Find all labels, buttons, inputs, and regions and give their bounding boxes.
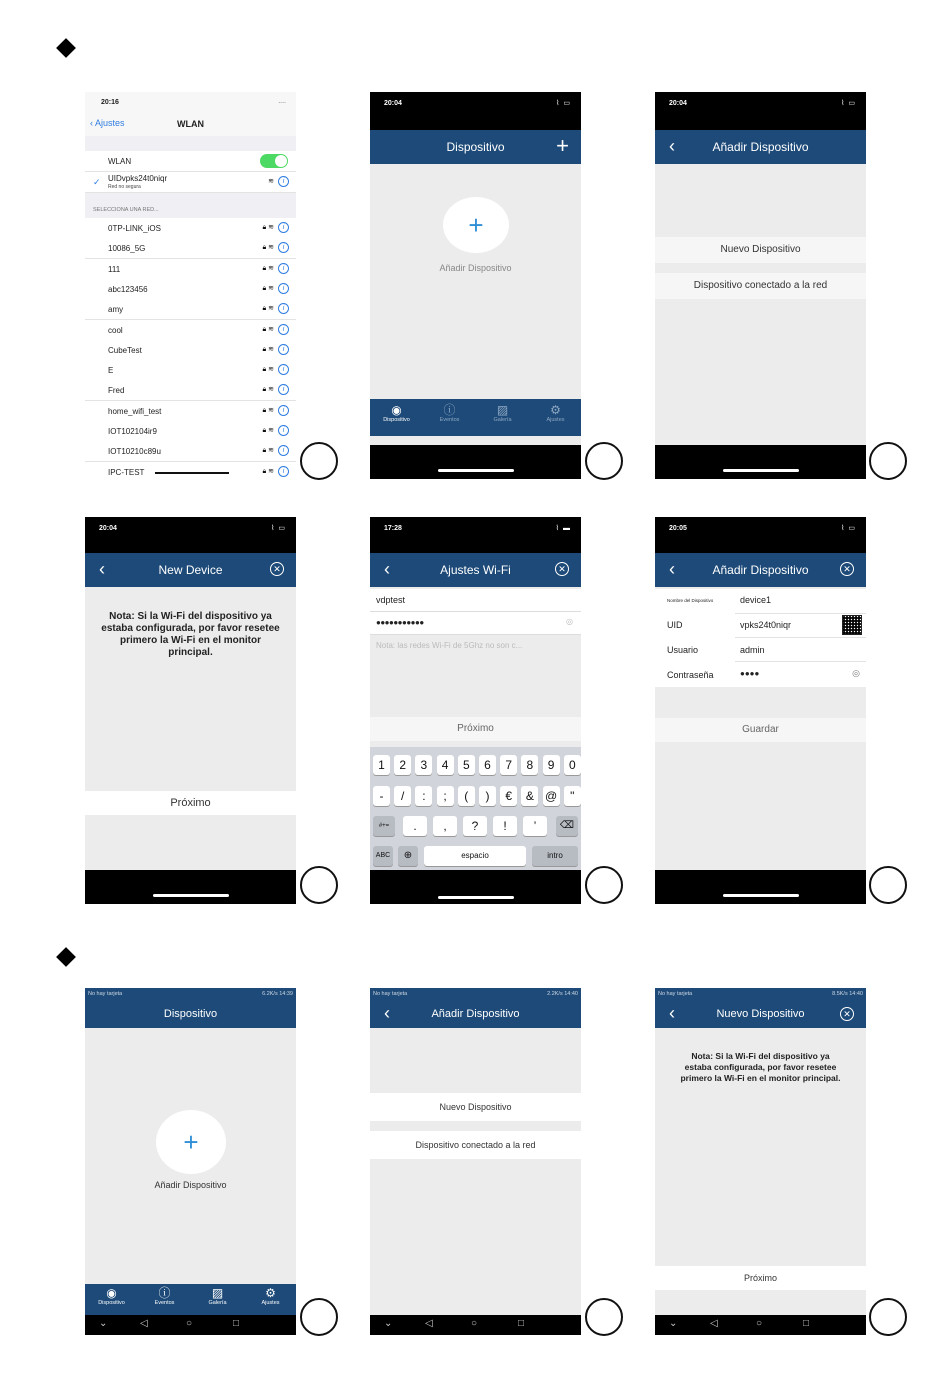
- network-name: 111: [108, 264, 121, 274]
- info-icon[interactable]: i: [278, 263, 289, 274]
- back-button[interactable]: ‹: [384, 559, 390, 579]
- status-bar: [370, 517, 581, 541]
- tab-label: Dispositivo: [98, 1300, 125, 1306]
- info-icon[interactable]: i: [278, 364, 289, 375]
- ssid-field[interactable]: [370, 589, 581, 612]
- info-icon[interactable]: i: [278, 344, 289, 355]
- tab-galeria[interactable]: [195, 1286, 240, 1306]
- back-button[interactable]: ‹: [669, 136, 675, 156]
- close-icon[interactable]: ✕: [270, 562, 284, 576]
- key[interactable]: 1: [373, 755, 390, 775]
- reset-note: Nota: Si la Wi-Fi del dispositivo ya estaba configurada, por favor resetee primero la Wi-Fi en el monitor principal.: [680, 1051, 841, 1083]
- screen-android-add-device: [370, 988, 581, 1335]
- toggle-knob: [275, 155, 287, 167]
- home-circle-icon[interactable]: ○: [471, 1318, 478, 1329]
- network-name: E: [108, 366, 114, 376]
- connected-ssid: UIDvpks24t0niqr: [108, 174, 168, 183]
- network-row[interactable]: [85, 360, 296, 381]
- lock-wifi-icons: 🔒︎ ≋ i: [262, 242, 289, 253]
- gear-icon: ⚙: [550, 403, 561, 417]
- page-title: New Device: [158, 563, 223, 577]
- status-carrier: No hay tarjeta: [373, 991, 408, 997]
- nav-bar: [85, 553, 296, 587]
- tab-dispositivo[interactable]: [89, 1286, 134, 1306]
- add-device-button[interactable]: [156, 1110, 226, 1174]
- lock-wifi-icons: 🔒︎ ≋ i: [262, 384, 289, 395]
- info-icon[interactable]: i: [278, 303, 289, 314]
- symbols-key[interactable]: #+=: [373, 816, 395, 836]
- key[interactable]: ): [479, 786, 496, 806]
- section-header: SELECCIONA UNA RED...: [93, 207, 159, 213]
- recents-square-icon[interactable]: □: [233, 1318, 240, 1329]
- name-field[interactable]: device1: [740, 595, 772, 605]
- lock-wifi-icons: 🔒︎ ≋ i: [262, 283, 289, 294]
- qr-scan-icon[interactable]: [842, 615, 862, 635]
- 5ghz-hint: Nota: las redes Wi-Fi de 5Ghz no son c...: [376, 641, 523, 650]
- step-circle: [300, 442, 338, 480]
- page-title: Dispositivo: [163, 1008, 218, 1020]
- back-button[interactable]: ‹: [669, 559, 675, 579]
- close-icon[interactable]: ✕: [555, 562, 569, 576]
- key[interactable]: 8: [521, 755, 538, 775]
- info-icon[interactable]: i: [278, 405, 289, 416]
- keyboard: [370, 747, 581, 870]
- screen-wifi-settings: [370, 517, 581, 904]
- page-title: WLAN: [177, 119, 204, 129]
- next-label: Próximo: [743, 1273, 777, 1283]
- wlan-toggle[interactable]: [260, 154, 288, 168]
- key[interactable]: 4: [437, 755, 454, 775]
- status-bar: [85, 988, 296, 1000]
- uid-field[interactable]: vpks24t0niqr: [740, 620, 792, 630]
- tab-galeria[interactable]: [480, 403, 525, 423]
- home-circle-icon[interactable]: ○: [186, 1318, 193, 1329]
- tab-eventos[interactable]: [427, 403, 472, 423]
- tab-label: Eventos: [154, 1300, 175, 1306]
- status-bar: [370, 988, 581, 1000]
- tab-label: Ajustes: [261, 1300, 280, 1306]
- page-title: Nuevo Dispositivo: [716, 1008, 805, 1020]
- lock-wifi-icons: 🔒︎ ≋ i: [262, 222, 289, 233]
- chevron-down-icon[interactable]: ⌄: [384, 1318, 393, 1329]
- screen-device-form: [655, 517, 866, 904]
- lock-wifi-icons: 🔒︎ ≋ i: [262, 466, 289, 477]
- network-name: CubeTest: [108, 345, 142, 355]
- status-time: 20:04: [384, 100, 402, 107]
- add-device-plus-button[interactable]: +: [556, 133, 569, 158]
- key[interactable]: 5: [458, 755, 475, 775]
- user-label: Usuario: [667, 645, 699, 655]
- key[interactable]: 6: [479, 755, 496, 775]
- status-time: 20:05: [669, 525, 687, 532]
- password-field[interactable]: ●●●●: [740, 669, 760, 678]
- camera-icon: ◉: [106, 1286, 117, 1300]
- nav-bar: [85, 1000, 296, 1028]
- android-nav-bar: [85, 1315, 296, 1335]
- gear-icon: ⚙: [265, 1286, 276, 1300]
- tab-label: Dispositivo: [383, 417, 410, 423]
- network-name: IPC-TEST: [108, 467, 145, 477]
- chevron-left-icon: ‹: [90, 118, 93, 128]
- back-label: Ajustes: [95, 118, 125, 128]
- close-icon[interactable]: ✕: [840, 1007, 854, 1021]
- screen-android-new-device-note: [655, 988, 866, 1335]
- user-field[interactable]: admin: [740, 645, 765, 655]
- info-icon[interactable]: i: [278, 425, 289, 436]
- network-name: 10086_5G: [108, 244, 146, 254]
- screen-new-device-note: [85, 517, 296, 904]
- battery-icon: ⌇ ▭: [556, 100, 571, 107]
- abc-key[interactable]: ABC: [373, 846, 393, 866]
- step-circle: [585, 442, 623, 480]
- chevron-down-icon[interactable]: ⌄: [669, 1318, 678, 1329]
- network-row[interactable]: [85, 401, 296, 422]
- network-row[interactable]: [85, 279, 296, 300]
- next-button[interactable]: [370, 717, 581, 741]
- back-button[interactable]: ‹: [669, 1003, 675, 1023]
- connected-note: Red no segura: [108, 184, 141, 190]
- status-time: 17:28: [384, 525, 402, 532]
- option-label: Nuevo Dispositivo: [720, 244, 801, 255]
- key[interactable]: ;: [437, 786, 454, 806]
- network-row[interactable]: [85, 299, 296, 320]
- connected-network-row[interactable]: [85, 172, 296, 193]
- screen-add-device: [655, 92, 866, 479]
- step-circle: [869, 1298, 907, 1336]
- info-icon[interactable]: i: [278, 324, 289, 335]
- eye-icon[interactable]: ◎: [852, 668, 860, 678]
- screen-wlan-settings: [85, 92, 296, 479]
- nav-bar: [370, 553, 581, 587]
- network-row[interactable]: [85, 320, 296, 341]
- lock-wifi-icons: 🔒︎ ≋ i: [262, 405, 289, 416]
- info-icon[interactable]: i: [278, 445, 289, 456]
- status-bar: [370, 92, 581, 116]
- lock-wifi-icons: 🔒︎ ≋ i: [262, 263, 289, 274]
- screen-device-list: [370, 92, 581, 479]
- network-name: cool: [108, 325, 123, 335]
- step-circle: [300, 866, 338, 904]
- tab-bar: [85, 1284, 296, 1315]
- key[interactable]: 0: [564, 755, 581, 775]
- gallery-icon: ▨: [211, 1286, 224, 1300]
- status-icons: ....: [278, 98, 286, 105]
- battery-icon: ⌇ ▭: [841, 525, 856, 532]
- status-carrier: No hay tarjeta: [658, 991, 693, 997]
- nav-bar: [655, 1000, 866, 1028]
- save-label: Guardar: [742, 724, 779, 735]
- add-device-button[interactable]: [443, 197, 509, 253]
- key[interactable]: ?: [463, 816, 487, 836]
- tab-label: Galería: [493, 417, 512, 423]
- scroll-indicator: [155, 472, 229, 474]
- globe-icon: ⊕: [403, 850, 413, 861]
- connected-device-option[interactable]: [655, 273, 866, 299]
- step-circle: [300, 1298, 338, 1336]
- plus-icon: +: [468, 210, 484, 240]
- home-indicator-bar: [655, 870, 866, 904]
- network-row[interactable]: [85, 218, 296, 239]
- globe-key[interactable]: [398, 846, 418, 866]
- battery-icon: ⌇ ▭: [841, 100, 856, 107]
- back-triangle-icon[interactable]: ◁: [140, 1318, 148, 1329]
- key[interactable]: @: [543, 786, 560, 806]
- uid-label: UID: [667, 620, 683, 630]
- space-key[interactable]: espacio: [424, 846, 526, 866]
- next-button[interactable]: [655, 1266, 866, 1290]
- network-name: abc123456: [108, 284, 148, 294]
- next-label: Próximo: [457, 723, 494, 734]
- status-bar: [655, 92, 866, 116]
- step-circle: [869, 442, 907, 480]
- delete-key[interactable]: [556, 816, 578, 836]
- key[interactable]: ’: [523, 816, 547, 836]
- close-icon[interactable]: ✕: [840, 562, 854, 576]
- nav-bar: [655, 553, 866, 587]
- eye-icon[interactable]: ◎: [566, 617, 573, 626]
- name-label: Nombre del Dispositivo: [667, 598, 714, 603]
- recents-square-icon[interactable]: □: [803, 1318, 810, 1329]
- key[interactable]: 9: [543, 755, 560, 775]
- reset-note: Nota: Si la Wi-Fi del dispositivo ya estaba configurada, por favor resetee primero la Wi-Fi en el monitor principal.: [101, 611, 280, 658]
- network-name: IOT10210c89u: [108, 447, 161, 457]
- recents-square-icon[interactable]: □: [518, 1318, 525, 1329]
- status-bar: [85, 517, 296, 541]
- status-time: 20:04: [99, 525, 117, 532]
- network-row[interactable]: [85, 380, 296, 401]
- status-time: 20:16: [101, 99, 119, 106]
- lock-wifi-icons: 🔒︎ ≋ i: [262, 344, 289, 355]
- tab-label: Galería: [208, 1300, 227, 1306]
- key[interactable]: ,: [433, 816, 457, 836]
- key[interactable]: .: [403, 816, 427, 836]
- section-diamond-ios: [56, 38, 76, 58]
- network-row[interactable]: [85, 238, 296, 259]
- lock-wifi-icons: 🔒︎ ≋ i: [262, 324, 289, 335]
- key[interactable]: €: [500, 786, 517, 806]
- network-name: 0TP-LINK_iOS: [108, 224, 161, 233]
- tab-label: Ajustes: [546, 417, 565, 423]
- wlan-label: WLAN: [108, 157, 132, 166]
- next-label: Próximo: [170, 797, 211, 809]
- info-icon[interactable]: i: [278, 466, 289, 477]
- home-indicator-bar: [85, 870, 296, 904]
- nav-bar: [370, 1000, 581, 1028]
- battery-icon: ⌇ ▬: [555, 525, 571, 532]
- chevron-down-icon[interactable]: ⌄: [99, 1318, 108, 1329]
- tab-eventos[interactable]: [142, 1286, 187, 1306]
- tab-ajustes[interactable]: [248, 1286, 293, 1306]
- page-title: Dispositivo: [446, 140, 505, 154]
- key[interactable]: &: [521, 786, 538, 806]
- save-button[interactable]: [655, 718, 866, 742]
- network-row[interactable]: [85, 259, 296, 280]
- status-info: 2.2K/s 14:40: [547, 991, 578, 997]
- status-bar: [655, 988, 866, 1000]
- key[interactable]: (: [458, 786, 475, 806]
- key[interactable]: -: [373, 786, 390, 806]
- wifi-icon: ≋ i: [268, 176, 289, 187]
- wlan-toggle-row: [85, 151, 296, 172]
- key[interactable]: 2: [394, 755, 411, 775]
- lock-wifi-icons: 🔒︎ ≋ i: [262, 303, 289, 314]
- return-key[interactable]: intro: [532, 846, 578, 866]
- password-field[interactable]: [370, 612, 581, 635]
- camera-icon: ◉: [391, 403, 402, 417]
- info-icon[interactable]: i: [278, 222, 289, 233]
- network-row[interactable]: [85, 462, 296, 479]
- add-device-label: Añadir Dispositivo: [154, 1180, 227, 1190]
- back-triangle-icon[interactable]: ◁: [710, 1318, 718, 1329]
- screen-android-device-list: [85, 988, 296, 1335]
- nav-bar: [370, 130, 581, 164]
- info-icon[interactable]: i: [278, 384, 289, 395]
- tab-dispositivo[interactable]: [374, 403, 419, 423]
- ssid-value: vdptest: [376, 595, 406, 605]
- network-name: Fred: [108, 386, 125, 396]
- network-name: home_wifi_test: [108, 406, 162, 416]
- tab-bar: [370, 399, 581, 436]
- info-icon[interactable]: i: [278, 242, 289, 253]
- alert-icon: ⓘ: [443, 403, 456, 417]
- network-row[interactable]: [85, 421, 296, 442]
- key[interactable]: :: [415, 786, 432, 806]
- home-indicator-bar: [370, 870, 581, 904]
- network-name: amy: [108, 305, 124, 315]
- plus-icon: +: [183, 1127, 199, 1157]
- checkmark-icon: ✓: [93, 177, 101, 187]
- back-triangle-icon[interactable]: ◁: [425, 1318, 433, 1329]
- section-diamond-android: [56, 947, 76, 967]
- status-time: 20:04: [669, 100, 687, 107]
- key[interactable]: 7: [500, 755, 517, 775]
- key[interactable]: 3: [415, 755, 432, 775]
- password-label: Contraseña: [667, 670, 714, 680]
- key[interactable]: /: [394, 786, 411, 806]
- new-device-option[interactable]: [655, 237, 866, 263]
- add-device-label: Añadir Dispositivo: [439, 263, 512, 273]
- back-button[interactable]: ‹: [99, 559, 105, 579]
- status-carrier: No hay tarjeta: [88, 991, 123, 997]
- gallery-icon: ▨: [496, 403, 509, 417]
- key[interactable]: !: [493, 816, 517, 836]
- status-info: 8.5K/s 14:40: [832, 991, 863, 997]
- status-info: 6.2K/s 14:39: [262, 991, 293, 997]
- page-title: Ajustes Wi-Fi: [440, 563, 511, 577]
- battery-icon: ⌇ ▭: [271, 525, 286, 532]
- home-circle-icon[interactable]: ○: [756, 1318, 763, 1329]
- lock-wifi-icons: 🔒︎ ≋ i: [262, 425, 289, 436]
- page-title: Añadir Dispositivo: [712, 140, 809, 154]
- lock-wifi-icons: 🔒︎ ≋ i: [262, 445, 289, 456]
- alert-icon: ⓘ: [158, 1286, 171, 1300]
- network-row[interactable]: [85, 441, 296, 462]
- lock-wifi-icons: 🔒︎ ≋ i: [262, 364, 289, 375]
- network-name: IOT102104ir9: [108, 427, 157, 436]
- android-nav-bar: [370, 1315, 581, 1335]
- option-label: Dispositivo conectado a la red: [415, 1140, 536, 1150]
- device-form: [655, 589, 866, 687]
- step-circle: [869, 866, 907, 904]
- status-bar: [655, 517, 866, 541]
- nav-bar: [655, 130, 866, 164]
- backspace-icon: ⌫: [559, 820, 575, 831]
- option-label: Nuevo Dispositivo: [439, 1102, 512, 1112]
- page-title: Añadir Dispositivo: [431, 1008, 520, 1020]
- connected-device-option[interactable]: [370, 1131, 581, 1159]
- android-nav-bar: [655, 1315, 866, 1335]
- info-icon[interactable]: i: [278, 176, 289, 187]
- next-button[interactable]: [85, 791, 296, 815]
- info-icon[interactable]: i: [278, 283, 289, 294]
- home-indicator-bar: [370, 445, 581, 479]
- new-device-option[interactable]: [370, 1093, 581, 1121]
- key[interactable]: ": [564, 786, 581, 806]
- step-circle: [585, 1298, 623, 1336]
- step-circle: [585, 866, 623, 904]
- home-indicator-bar: [655, 445, 866, 479]
- page-title: Añadir Dispositivo: [712, 563, 809, 577]
- tab-label: Eventos: [439, 417, 460, 423]
- option-label: Dispositivo conectado a la red: [693, 280, 828, 291]
- network-row[interactable]: [85, 340, 296, 361]
- tab-ajustes[interactable]: [533, 403, 578, 423]
- password-value: ●●●●●●●●●●●: [376, 618, 424, 627]
- back-button[interactable]: ‹: [384, 1003, 390, 1023]
